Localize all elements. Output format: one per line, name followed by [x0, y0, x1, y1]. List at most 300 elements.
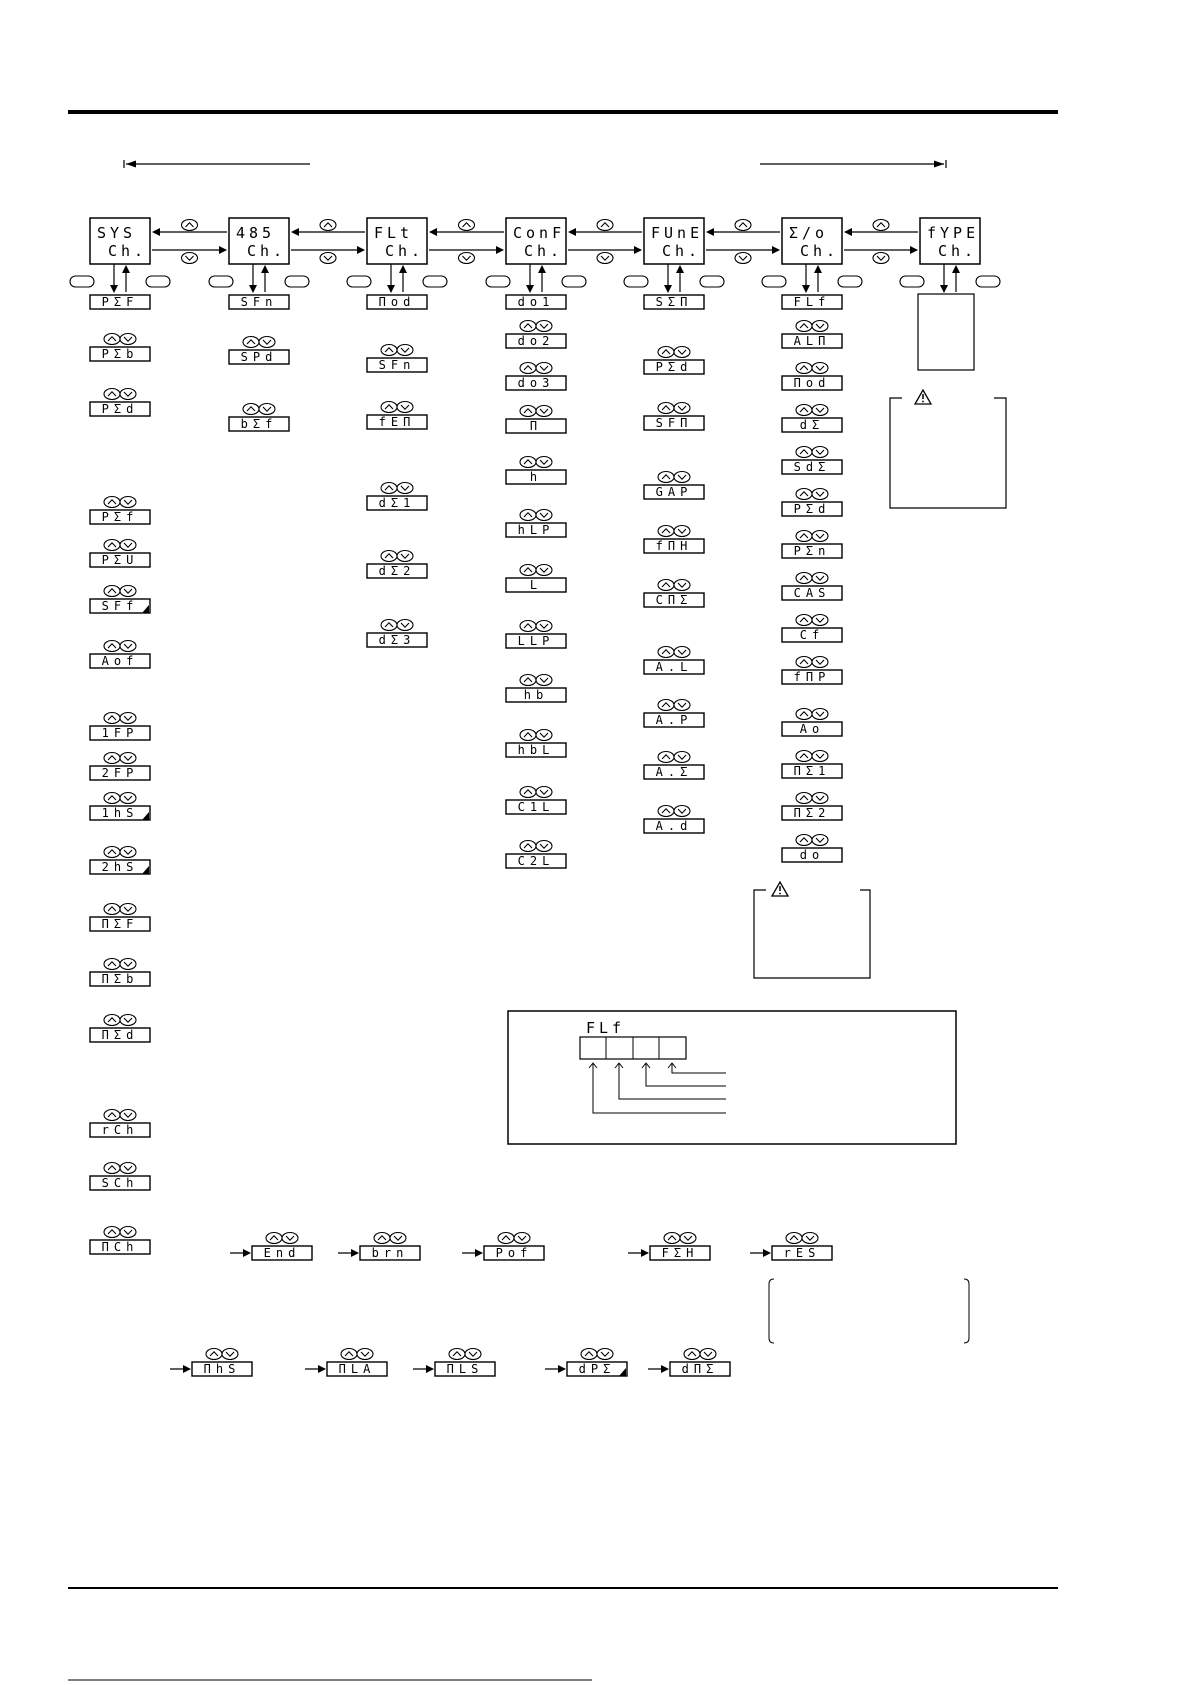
- channel-head-2[interactable]: [367, 218, 427, 264]
- param-0-8[interactable]: [90, 766, 150, 780]
- param-0-3[interactable]: [90, 510, 150, 524]
- up-key-icon: [873, 220, 889, 231]
- down-key-icon: [120, 713, 136, 724]
- up-key-icon: [658, 403, 674, 414]
- down-key-icon: [120, 904, 136, 915]
- down-key-icon: [459, 253, 475, 264]
- param-5-10[interactable]: [782, 722, 842, 736]
- param-code: fΠH: [655, 539, 693, 553]
- chain2-param-1[interactable]: [327, 1362, 387, 1376]
- down-key-icon: [536, 565, 552, 576]
- up-key-icon: [658, 526, 674, 537]
- param-4-8[interactable]: [644, 765, 704, 779]
- warning-triangle-icon: [915, 390, 931, 404]
- param-5-9[interactable]: [782, 670, 842, 684]
- down-key-icon: [120, 753, 136, 764]
- up-key-icon: [520, 675, 536, 686]
- param-5-3[interactable]: [782, 418, 842, 432]
- mode-key-oval: [486, 276, 510, 287]
- param-0-12[interactable]: [90, 972, 150, 986]
- param-code: CΠΣ: [655, 593, 693, 607]
- down-key-icon: [812, 835, 828, 846]
- param-code: C2L: [517, 854, 555, 868]
- param-3-8[interactable]: [506, 688, 566, 702]
- up-key-icon: [104, 540, 120, 551]
- param-3-2[interactable]: [506, 376, 566, 390]
- up-key-icon: [658, 752, 674, 763]
- down-key-icon: [812, 751, 828, 762]
- down-key-icon: [282, 1233, 298, 1244]
- param-3-10[interactable]: [506, 800, 566, 814]
- param-code: ΠCh: [101, 1240, 139, 1254]
- up-key-icon: [786, 1233, 802, 1244]
- param-5-11[interactable]: [782, 764, 842, 778]
- up-key-icon: [658, 580, 674, 591]
- down-key-icon: [514, 1233, 530, 1244]
- down-key-icon: [536, 510, 552, 521]
- down-key-icon: [222, 1349, 238, 1360]
- param-5-6[interactable]: [782, 544, 842, 558]
- up-key-icon: [796, 709, 812, 720]
- chain-code: ΠLA: [338, 1362, 376, 1376]
- param-5-12[interactable]: [782, 806, 842, 820]
- param-code: A.P: [655, 713, 693, 727]
- chain1-param-2[interactable]: [484, 1246, 544, 1260]
- up-key-icon: [381, 402, 397, 413]
- param-code: CAS: [793, 586, 831, 600]
- up-key-icon: [658, 647, 674, 658]
- up-key-icon: [520, 363, 536, 374]
- param-4-2[interactable]: [644, 416, 704, 430]
- param-2-3[interactable]: [367, 496, 427, 510]
- caution-frame-1: [890, 390, 1006, 508]
- chain-code: brn: [371, 1246, 409, 1260]
- up-key-icon: [381, 345, 397, 356]
- warning-triangle-icon: [772, 882, 788, 896]
- channel-head-0[interactable]: [90, 218, 150, 264]
- param-0-2[interactable]: [90, 402, 150, 416]
- param-code: 1hS: [101, 806, 139, 820]
- param-1-2[interactable]: [229, 417, 289, 431]
- caution-frame-2: [754, 882, 870, 978]
- param-0-7[interactable]: [90, 726, 150, 740]
- mode-key-oval: [762, 276, 786, 287]
- channel-head-4[interactable]: [644, 218, 704, 264]
- param-4-4[interactable]: [644, 539, 704, 553]
- mode-key-oval: [700, 276, 724, 287]
- param-code: dΣ3: [378, 633, 416, 647]
- param-4-9[interactable]: [644, 819, 704, 833]
- down-key-icon: [674, 347, 690, 358]
- down-key-icon: [259, 404, 275, 415]
- up-key-icon: [320, 220, 336, 231]
- param-0-14[interactable]: [90, 1123, 150, 1137]
- param-3-3[interactable]: [506, 419, 566, 433]
- down-key-icon: [120, 1227, 136, 1238]
- param-0-13[interactable]: [90, 1028, 150, 1042]
- chain2-param-4[interactable]: [670, 1362, 730, 1376]
- param-0-16[interactable]: [90, 1240, 150, 1254]
- up-key-icon: [658, 347, 674, 358]
- down-key-icon: [812, 363, 828, 374]
- down-key-icon: [680, 1233, 696, 1244]
- chain2-param-3[interactable]: [567, 1362, 627, 1376]
- up-key-icon: [520, 787, 536, 798]
- down-key-icon: [812, 793, 828, 804]
- down-key-icon: [536, 841, 552, 852]
- channel-name: Σ/o: [789, 224, 829, 242]
- range-arrow-left: [124, 160, 310, 168]
- down-key-icon: [700, 1349, 716, 1360]
- up-key-icon: [243, 404, 259, 415]
- param-code: ΠΣb: [101, 972, 139, 986]
- up-key-icon: [581, 1349, 597, 1360]
- up-key-icon: [381, 620, 397, 631]
- channel-suffix: Ch.: [800, 242, 840, 260]
- up-key-icon: [658, 806, 674, 817]
- mode-key-oval: [70, 276, 94, 287]
- chain2-param-2[interactable]: [435, 1362, 495, 1376]
- up-key-icon: [796, 531, 812, 542]
- down-key-icon: [812, 615, 828, 626]
- param-4-1[interactable]: [644, 360, 704, 374]
- down-key-icon: [357, 1349, 373, 1360]
- param-code: ΠΣ1: [793, 764, 831, 778]
- param-3-9[interactable]: [506, 743, 566, 757]
- param-code: FLf: [793, 295, 831, 309]
- down-key-icon: [120, 847, 136, 858]
- param-5-8[interactable]: [782, 628, 842, 642]
- up-key-icon: [381, 483, 397, 494]
- down-key-icon: [397, 483, 413, 494]
- down-key-icon: [812, 709, 828, 720]
- up-key-icon: [104, 1163, 120, 1174]
- mode-key-oval: [209, 276, 233, 287]
- up-key-icon: [104, 904, 120, 915]
- down-key-icon: [674, 526, 690, 537]
- param-4-7[interactable]: [644, 713, 704, 727]
- param-2-4[interactable]: [367, 564, 427, 578]
- param-3-6[interactable]: [506, 578, 566, 592]
- up-key-icon: [796, 751, 812, 762]
- up-key-icon: [796, 405, 812, 416]
- channel-head-5[interactable]: [782, 218, 842, 264]
- down-key-icon: [674, 752, 690, 763]
- param-0-4[interactable]: [90, 553, 150, 567]
- param-0-5[interactable]: [90, 599, 150, 613]
- down-key-icon: [465, 1349, 481, 1360]
- down-key-icon: [536, 406, 552, 417]
- up-key-icon: [104, 389, 120, 400]
- mode-key-oval: [838, 276, 862, 287]
- mode-key-oval: [562, 276, 586, 287]
- param-0-9[interactable]: [90, 806, 150, 820]
- param-code: rCh: [101, 1123, 139, 1137]
- param-code: L: [529, 578, 543, 592]
- up-key-icon: [104, 334, 120, 345]
- header-rule: [68, 110, 1058, 114]
- channel-suffix: Ch.: [385, 242, 425, 260]
- param-code: Π: [529, 419, 543, 433]
- param-3-11[interactable]: [506, 854, 566, 868]
- param-0-11[interactable]: [90, 917, 150, 931]
- up-key-icon: [520, 457, 536, 468]
- param-code: 2FP: [101, 766, 139, 780]
- channel-suffix: Ch.: [938, 242, 978, 260]
- chain2-param-0[interactable]: [192, 1362, 252, 1376]
- range-arrow-right: [760, 160, 946, 168]
- up-key-icon: [735, 220, 751, 231]
- down-key-icon: [674, 580, 690, 591]
- channel-name: fYPE: [927, 224, 980, 242]
- channel-name: 485: [236, 224, 276, 242]
- param-code: SCh: [101, 1176, 139, 1190]
- down-key-icon: [812, 447, 828, 458]
- down-key-icon: [674, 806, 690, 817]
- param-code: SFΠ: [655, 416, 693, 430]
- up-key-icon: [104, 586, 120, 597]
- param-code: Πod: [793, 376, 831, 390]
- param-code: ΠΣ2: [793, 806, 831, 820]
- up-key-icon: [796, 321, 812, 332]
- down-key-icon: [802, 1233, 818, 1244]
- up-key-icon: [658, 700, 674, 711]
- chain1-param-3[interactable]: [650, 1246, 710, 1260]
- type-note-box: [918, 294, 974, 370]
- param-code: Aof: [101, 654, 139, 668]
- channel-head-3[interactable]: [506, 218, 566, 264]
- down-key-icon: [390, 1233, 406, 1244]
- down-key-icon: [735, 253, 751, 264]
- chain-code: rES: [783, 1246, 821, 1260]
- param-2-1[interactable]: [367, 358, 427, 372]
- chain-code: FΣH: [661, 1246, 699, 1260]
- up-key-icon: [104, 1110, 120, 1121]
- param-code: SFf: [101, 599, 139, 613]
- param-0-1[interactable]: [90, 347, 150, 361]
- up-key-icon: [597, 220, 613, 231]
- chain-code: ΠLS: [446, 1362, 484, 1376]
- down-key-icon: [120, 389, 136, 400]
- param-code: do: [799, 848, 825, 862]
- down-key-icon: [120, 1110, 136, 1121]
- param-5-1[interactable]: [782, 334, 842, 348]
- chain-code: ΠhS: [203, 1362, 241, 1376]
- up-key-icon: [341, 1349, 357, 1360]
- param-5-4[interactable]: [782, 460, 842, 474]
- down-key-icon: [873, 253, 889, 264]
- down-key-icon: [674, 700, 690, 711]
- channel-suffix: Ch.: [524, 242, 564, 260]
- param-code: PΣn: [793, 544, 831, 558]
- param-code: 1FP: [101, 726, 139, 740]
- param-1-0[interactable]: [229, 295, 289, 309]
- up-key-icon: [796, 657, 812, 668]
- bracket-note: [769, 1279, 969, 1343]
- up-key-icon: [104, 641, 120, 652]
- down-key-icon: [536, 363, 552, 374]
- down-key-icon: [597, 1349, 613, 1360]
- down-key-icon: [120, 959, 136, 970]
- param-0-15[interactable]: [90, 1176, 150, 1190]
- down-key-icon: [812, 405, 828, 416]
- param-code: hLP: [517, 523, 555, 537]
- channel-suffix: Ch.: [247, 242, 287, 260]
- channel-name: SYS: [97, 224, 137, 242]
- down-key-icon: [674, 472, 690, 483]
- down-key-icon: [397, 620, 413, 631]
- chain-code: End: [263, 1246, 301, 1260]
- param-0-0[interactable]: [90, 295, 150, 309]
- up-key-icon: [520, 730, 536, 741]
- param-2-0[interactable]: [367, 295, 427, 309]
- channel-name: ConF: [513, 224, 566, 242]
- param-0-6[interactable]: [90, 654, 150, 668]
- param-code: PΣf: [101, 510, 139, 524]
- param-code: PΣd: [655, 360, 693, 374]
- param-code: PΣU: [101, 553, 139, 567]
- up-key-icon: [796, 793, 812, 804]
- param-4-6[interactable]: [644, 660, 704, 674]
- up-key-icon: [520, 621, 536, 632]
- down-key-icon: [674, 647, 690, 658]
- up-key-icon: [796, 615, 812, 626]
- up-key-icon: [498, 1233, 514, 1244]
- param-code: do1: [517, 295, 555, 309]
- down-key-icon: [674, 403, 690, 414]
- param-4-3[interactable]: [644, 485, 704, 499]
- channel-name: FLt: [374, 224, 414, 242]
- param-code: bΣf: [240, 417, 278, 431]
- down-key-icon: [536, 787, 552, 798]
- up-key-icon: [520, 841, 536, 852]
- param-5-13[interactable]: [782, 848, 842, 862]
- up-key-icon: [104, 753, 120, 764]
- down-key-icon: [536, 621, 552, 632]
- chain1-param-4[interactable]: [772, 1246, 832, 1260]
- param-4-0[interactable]: [644, 295, 704, 309]
- down-key-icon: [397, 551, 413, 562]
- param-2-2[interactable]: [367, 415, 427, 429]
- channel-head-1[interactable]: [229, 218, 289, 264]
- param-code: PΣb: [101, 347, 139, 361]
- down-key-icon: [120, 1015, 136, 1026]
- param-3-1[interactable]: [506, 334, 566, 348]
- mode-key-oval: [347, 276, 371, 287]
- up-key-icon: [104, 959, 120, 970]
- param-code: dΣ1: [378, 496, 416, 510]
- mode-key-oval: [423, 276, 447, 287]
- param-5-2[interactable]: [782, 376, 842, 390]
- down-key-icon: [120, 793, 136, 804]
- param-code: ΠΣd: [101, 1028, 139, 1042]
- up-key-icon: [459, 220, 475, 231]
- param-code: PΣF: [101, 295, 139, 309]
- param-code: do2: [517, 334, 555, 348]
- up-key-icon: [796, 489, 812, 500]
- down-key-icon: [120, 497, 136, 508]
- down-key-icon: [120, 540, 136, 551]
- down-key-icon: [812, 531, 828, 542]
- param-code: Cf: [799, 628, 825, 642]
- param-code: A.d: [655, 819, 693, 833]
- param-code: 2hS: [101, 860, 139, 874]
- flf-inset: [508, 1011, 956, 1144]
- chain-code: dPΣ: [578, 1362, 616, 1376]
- flf-inset-label: FLf: [586, 1019, 626, 1037]
- down-key-icon: [397, 402, 413, 413]
- param-3-7[interactable]: [506, 634, 566, 648]
- param-code: Ao: [799, 722, 825, 736]
- param-5-5[interactable]: [782, 502, 842, 516]
- mode-key-oval: [976, 276, 1000, 287]
- up-key-icon: [243, 337, 259, 348]
- param-4-5[interactable]: [644, 593, 704, 607]
- mode-key-oval: [146, 276, 170, 287]
- chain1-param-0[interactable]: [252, 1246, 312, 1260]
- mode-key-oval: [900, 276, 924, 287]
- param-code: GAP: [655, 485, 693, 499]
- footer-rule: [68, 1587, 1058, 1589]
- down-key-icon: [120, 1163, 136, 1174]
- down-key-icon: [812, 489, 828, 500]
- param-3-0[interactable]: [506, 295, 566, 309]
- down-key-icon: [536, 457, 552, 468]
- param-code: dΣ: [799, 418, 825, 432]
- param-5-7[interactable]: [782, 586, 842, 600]
- param-code: ΠΣF: [101, 917, 139, 931]
- channel-suffix: Ch.: [662, 242, 702, 260]
- up-key-icon: [206, 1349, 222, 1360]
- chain-code: Pof: [495, 1246, 533, 1260]
- up-key-icon: [104, 1015, 120, 1026]
- down-key-icon: [812, 657, 828, 668]
- param-code: SFn: [240, 295, 278, 309]
- param-code: SdΣ: [793, 460, 831, 474]
- down-key-icon: [120, 586, 136, 597]
- param-1-1[interactable]: [229, 350, 289, 364]
- param-5-0[interactable]: [782, 295, 842, 309]
- down-key-icon: [182, 253, 198, 264]
- up-key-icon: [796, 363, 812, 374]
- channel-suffix: Ch.: [108, 242, 148, 260]
- chain-code: dΠΣ: [681, 1362, 719, 1376]
- param-3-5[interactable]: [506, 523, 566, 537]
- up-key-icon: [520, 565, 536, 576]
- up-key-icon: [104, 497, 120, 508]
- param-code: A.L: [655, 660, 693, 674]
- param-code: PΣd: [793, 502, 831, 516]
- param-code: PΣd: [101, 402, 139, 416]
- up-key-icon: [684, 1349, 700, 1360]
- down-key-icon: [536, 730, 552, 741]
- param-code: h: [529, 470, 543, 484]
- param-3-4[interactable]: [506, 470, 566, 484]
- channel-head-6[interactable]: [920, 218, 980, 264]
- up-key-icon: [104, 847, 120, 858]
- up-key-icon: [796, 835, 812, 846]
- param-code: Πod: [378, 295, 416, 309]
- up-key-icon: [381, 551, 397, 562]
- up-key-icon: [104, 713, 120, 724]
- chain1-param-1[interactable]: [360, 1246, 420, 1260]
- down-key-icon: [259, 337, 275, 348]
- param-0-10[interactable]: [90, 860, 150, 874]
- up-key-icon: [796, 573, 812, 584]
- down-key-icon: [597, 253, 613, 264]
- down-key-icon: [812, 573, 828, 584]
- param-2-5[interactable]: [367, 633, 427, 647]
